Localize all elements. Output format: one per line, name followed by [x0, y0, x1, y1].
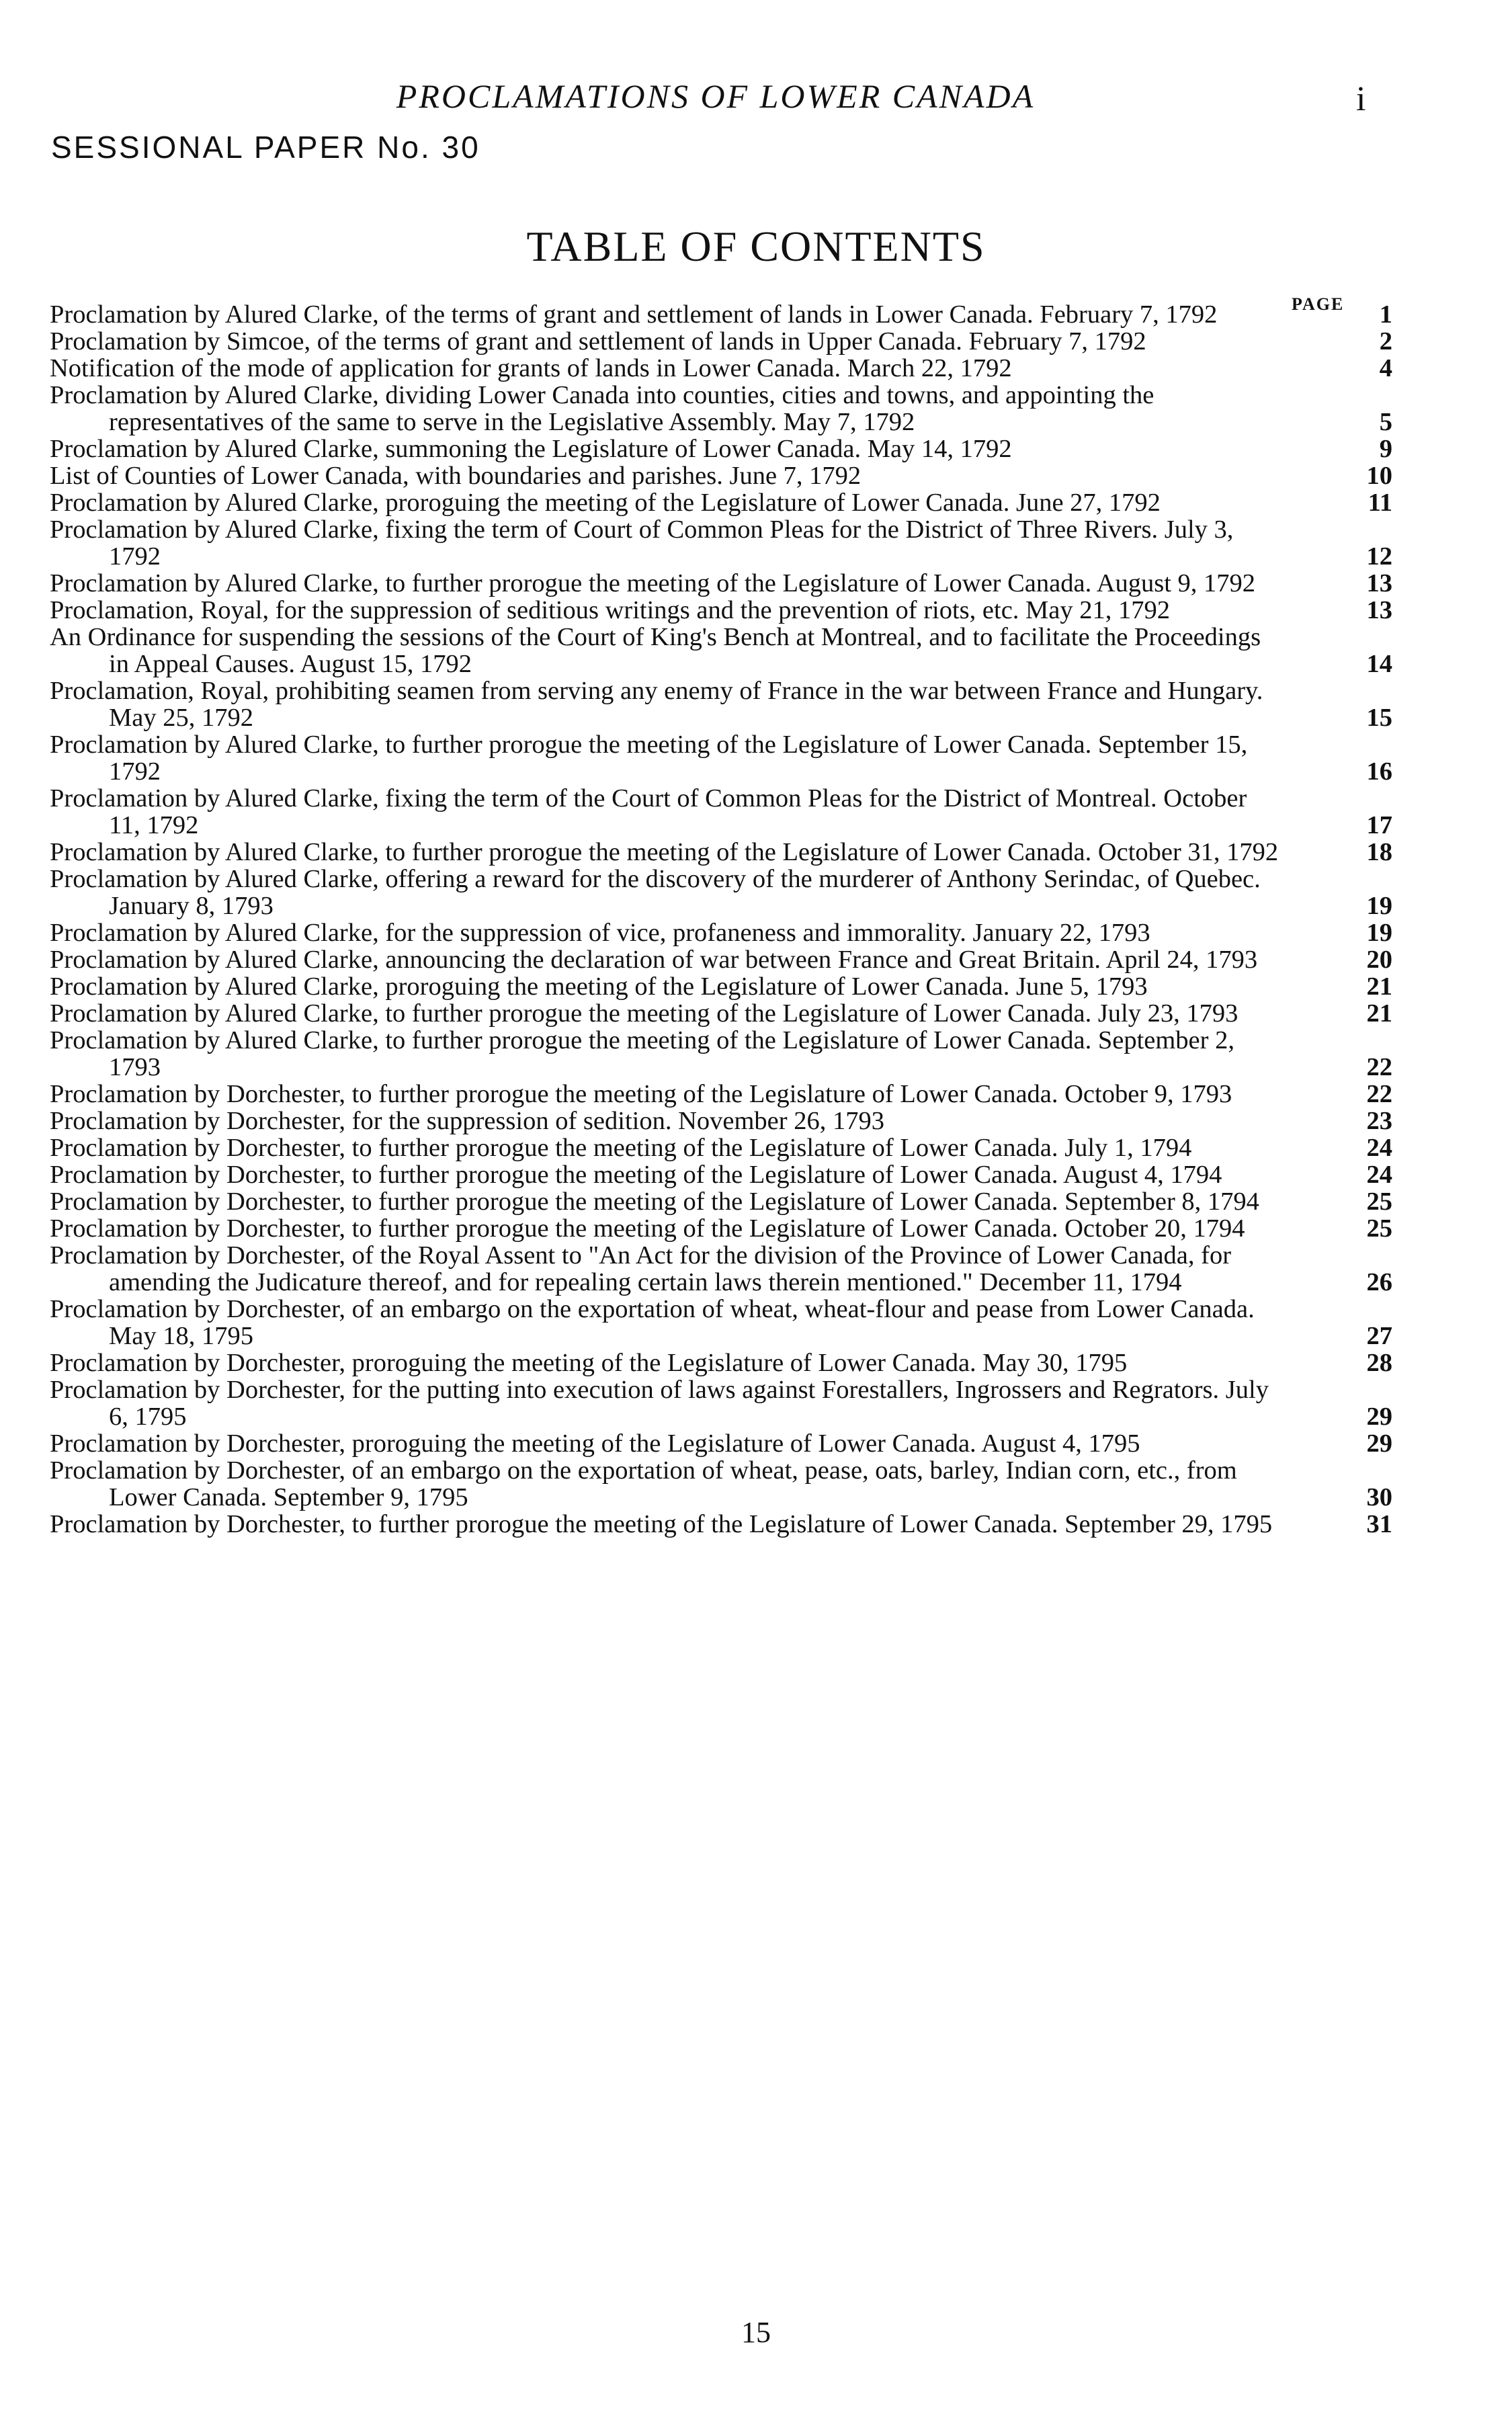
toc-entry-title: Proclamation by Alured Clarke, to further prorogue the meeting of the Legislature of Lower Canada. October 31, 1792	[50, 839, 1279, 866]
toc-entry-text	[50, 731, 1283, 785]
toc-entry-text	[50, 1134, 1283, 1161]
toc-entry-text	[50, 1296, 1283, 1349]
toc-entry-text	[50, 946, 1283, 973]
footer-page-number: 15	[741, 2316, 771, 2349]
toc-entry-title: Proclamation by Dorchester, for the suppression of sedition. November 26, 1793	[50, 1108, 884, 1134]
toc-entry-page: 25	[1366, 1188, 1392, 1216]
toc-entry-text	[50, 597, 1283, 624]
toc-entry-text	[50, 328, 1283, 355]
toc-entry-page: 23	[1366, 1107, 1392, 1135]
toc-entry	[50, 973, 1392, 1000]
toc-entry-title: Proclamation by Dorchester, to further prorogue the meeting of the Legislature of Lower Canada. October 20, 1794	[50, 1215, 1245, 1242]
toc-entry-page: 15	[1366, 704, 1392, 732]
toc-entry-text	[50, 1081, 1283, 1108]
toc-entry	[50, 1242, 1392, 1296]
toc-entry-text	[50, 624, 1283, 677]
toc-entry-title: Proclamation by Alured Clarke, to further prorogue the meeting of the Legislature of Lower Canada. September 15, 1792	[50, 731, 1248, 785]
toc-entry	[50, 1376, 1392, 1430]
toc-entry-text	[50, 1376, 1283, 1430]
toc-entry-title: Proclamation by Alured Clarke, dividing Lower Canada into counties, cities and towns, and appointing the representatives of the same to serve in the Legislative Assembly. May 7, 1792	[50, 382, 1154, 435]
toc-entry-text	[50, 919, 1283, 946]
toc-entry	[50, 785, 1392, 839]
toc-entry	[50, 382, 1392, 435]
toc-entry-text	[50, 1027, 1283, 1081]
toc-entry-page: 28	[1366, 1349, 1392, 1377]
toc-entry-page: 19	[1366, 919, 1392, 947]
toc-entry-text	[50, 1108, 1283, 1134]
toc-entry	[50, 839, 1392, 866]
toc-entry	[50, 516, 1392, 570]
toc-entry-text	[50, 435, 1283, 462]
toc-entry-title: Proclamation by Simcoe, of the terms of grant and settlement of lands in Upper Canada. February 7, 1792	[50, 328, 1146, 355]
toc-entry-text	[50, 1215, 1283, 1242]
toc-entry-title: Proclamation by Dorchester, for the putting into execution of laws against Forestallers, Ingrossers and Regrators. July 6, 1795	[50, 1376, 1269, 1430]
toc-entry-page: 5	[1379, 408, 1392, 436]
toc-entry-title: Proclamation by Dorchester, to further prorogue the meeting of the Legislature of Lower Canada. August 4, 1794	[50, 1161, 1222, 1188]
toc-entry-text	[50, 677, 1283, 731]
toc-entry-title: Proclamation by Alured Clarke, offering a reward for the discovery of the murderer of Anthony Serindac, of Quebec. January 8, 1793	[50, 866, 1261, 919]
toc-entry	[50, 1296, 1392, 1349]
toc-entry-page: 25	[1366, 1214, 1392, 1243]
toc-entry-text	[50, 462, 1283, 489]
toc-entry	[50, 624, 1392, 677]
toc-entry-text	[50, 489, 1283, 516]
toc-entry	[50, 328, 1392, 355]
toc-entry-page: 24	[1366, 1134, 1392, 1162]
toc-entry-title: Proclamation by Alured Clarke, summoning the Legislature of Lower Canada. May 14, 1792	[50, 435, 1012, 462]
toc-entry-text	[50, 570, 1283, 597]
toc-entry-text	[50, 1000, 1283, 1027]
toc-entry	[50, 677, 1392, 731]
toc-entry	[50, 570, 1392, 597]
toc-entry-text	[50, 516, 1283, 570]
toc-entry	[50, 1081, 1392, 1108]
toc-entry-title: Proclamation by Dorchester, to further prorogue the meeting of the Legislature of Lower Canada. July 1, 1794	[50, 1134, 1192, 1161]
toc-entry	[50, 462, 1392, 489]
toc-entry	[50, 355, 1392, 382]
toc-entry-page: 24	[1366, 1161, 1392, 1189]
toc-entry-title: Proclamation by Dorchester, proroguing the meeting of the Legislature of Lower Canada. August 4, 1795	[50, 1430, 1140, 1457]
toc-entry-page: 9	[1379, 435, 1392, 463]
running-title: PROCLAMATIONS OF LOWER CANADA	[396, 77, 1036, 115]
toc-entry-page: 21	[1366, 972, 1392, 1001]
toc-entry-title: Proclamation by Dorchester, of the Royal Assent to "An Act for the division of the Province of Lower Canada, for amending the Judicature thereof, and for repealing certain laws therein mentioned." December 11, 1794	[50, 1242, 1232, 1296]
toc-entry-title: Proclamation by Alured Clarke, fixing the term of Court of Common Pleas for the District of Three Rivers. July 3, 1792	[50, 516, 1234, 570]
toc-entry-page: 22	[1366, 1053, 1392, 1081]
toc-entry-page: 11	[1368, 489, 1392, 517]
toc-entry-title: Proclamation by Alured Clarke, to further prorogue the meeting of the Legislature of Lower Canada. September 2, 1793	[50, 1027, 1234, 1081]
toc-entry	[50, 597, 1392, 624]
toc-entry-page: 10	[1366, 462, 1392, 490]
toc-entry-title: Proclamation, Royal, prohibiting seamen from serving any enemy of France in the war between France and Hungary. May 25, 1792	[50, 677, 1263, 731]
toc-entry	[50, 1134, 1392, 1161]
toc-entry-page: 19	[1366, 892, 1392, 920]
toc-entry-title: Proclamation by Dorchester, to further prorogue the meeting of the Legislature of Lower Canada. October 9, 1793	[50, 1081, 1232, 1108]
toc-entry	[50, 946, 1392, 973]
toc-entry-text	[50, 785, 1283, 839]
toc-entry-text	[50, 1242, 1283, 1296]
toc-entry-text	[50, 839, 1283, 866]
toc-entry	[50, 1511, 1392, 1538]
toc-entry-title: Proclamation by Alured Clarke, to further prorogue the meeting of the Legislature of Lower Canada. July 23, 1793	[50, 1000, 1238, 1027]
toc-entry-page: 2	[1379, 327, 1392, 356]
toc-entry	[50, 1027, 1392, 1081]
toc-entry	[50, 1188, 1392, 1215]
dot-leaders	[109, 1537, 1283, 1538]
toc-entry-text	[50, 301, 1283, 328]
toc-entry-text	[50, 973, 1283, 1000]
toc-entry-title: Notification of the mode of application for grants of lands in Lower Canada. March 22, 1792	[50, 355, 1012, 382]
toc-entry-page: 22	[1366, 1080, 1392, 1108]
toc-entry	[50, 1457, 1392, 1511]
toc-entry-page: 29	[1366, 1429, 1392, 1458]
toc-entry-page: 31	[1366, 1510, 1392, 1538]
toc-entry-page: 18	[1366, 838, 1392, 866]
toc-entry	[50, 1161, 1392, 1188]
toc-entry-title: Proclamation by Alured Clarke, to further prorogue the meeting of the Legislature of Lower Canada. August 9, 1792	[50, 570, 1256, 597]
toc-entry-page: 1	[1379, 300, 1392, 329]
toc-entry-title: Proclamation by Dorchester, of an embargo on the exportation of wheat, wheat-flour and pease from Lower Canada. May 18, 1795	[50, 1296, 1255, 1349]
toc-entry-title: Proclamation, Royal, for the suppression of seditious writings and the prevention of riots, etc. May 21, 1792	[50, 597, 1170, 624]
toc-entry	[50, 301, 1392, 328]
toc-entry	[50, 489, 1392, 516]
toc-entry	[50, 1108, 1392, 1134]
toc-heading: TABLE OF CONTENTS	[526, 222, 986, 270]
toc-entry-page: 13	[1366, 569, 1392, 597]
toc-entry-title: Proclamation by Alured Clarke, of the terms of grant and settlement of lands in Lower Canada. February 7, 1792	[50, 301, 1218, 328]
toc-entry-page: 14	[1366, 650, 1392, 678]
toc-entry-text	[50, 355, 1283, 382]
toc-entry-page: 20	[1366, 946, 1392, 974]
toc-entry-page: 29	[1366, 1403, 1392, 1431]
page-column-label: PAGE	[1292, 294, 1345, 314]
toc-entry-page: 12	[1366, 542, 1392, 571]
toc-entry-title: Proclamation by Alured Clarke, announcing the declaration of war between France and Great Britain. April 24, 1793	[50, 946, 1258, 973]
toc-entry-page: 17	[1366, 811, 1392, 839]
toc-entry-title: Proclamation by Dorchester, to further prorogue the meeting of the Legislature of Lower Canada. September 8, 1794	[50, 1188, 1259, 1215]
toc-entry-page: 21	[1366, 999, 1392, 1028]
toc-entry-title: Proclamation by Alured Clarke, proroguing the meeting of the Legislature of Lower Canada. June 5, 1793	[50, 973, 1148, 1000]
toc-entry-title: Proclamation by Alured Clarke, for the suppression of vice, profaneness and immorality. January 22, 1793	[50, 919, 1150, 946]
toc-entry-text	[50, 1188, 1283, 1215]
toc-entry-page: 30	[1366, 1483, 1392, 1511]
toc-entry-title: Proclamation by Dorchester, to further prorogue the meeting of the Legislature of Lower Canada. September 29, 1795	[50, 1511, 1273, 1538]
toc-entry-text	[50, 866, 1283, 919]
toc-entry-page: 26	[1366, 1268, 1392, 1296]
toc-entry-title: Proclamation by Dorchester, of an embargo on the exportation of wheat, pease, oats, barley, Indian corn, etc., from Lower Canada. September 9, 1795	[50, 1457, 1237, 1511]
toc-entry-page: 16	[1366, 757, 1392, 786]
toc-entry-text	[50, 1457, 1283, 1511]
toc-entry-title: An Ordinance for suspending the sessions of the Court of King's Bench at Montreal, and to facilitate the Proceedings in Appeal Causes. August 15, 1792	[50, 624, 1261, 677]
toc-entry	[50, 919, 1392, 946]
toc-entry-title: Proclamation by Dorchester, proroguing the meeting of the Legislature of Lower Canada. May 30, 1795	[50, 1349, 1128, 1376]
toc-entry-title: Proclamation by Alured Clarke, fixing the term of the Court of Common Pleas for the District of Montreal. October 11, 1792	[50, 785, 1247, 839]
toc-entry-page: 4	[1379, 354, 1392, 382]
toc-entries	[50, 301, 1394, 1538]
toc-entry	[50, 1349, 1392, 1376]
toc-entry-text	[50, 1161, 1283, 1188]
toc-entry	[50, 1000, 1392, 1027]
toc-entry	[50, 1215, 1392, 1242]
toc-entry-page: 13	[1366, 596, 1392, 624]
toc-entry	[50, 866, 1392, 919]
toc-entry	[50, 731, 1392, 785]
toc-entry-title: List of Counties of Lower Canada, with boundaries and parishes. June 7, 1792	[50, 462, 862, 489]
toc-entry-page: 27	[1366, 1322, 1392, 1350]
toc-entry-text	[50, 1349, 1283, 1376]
sessional-paper-label: SESSIONAL PAPER No. 30	[51, 130, 480, 165]
toc-entry-text	[50, 1430, 1283, 1457]
roman-page-number: i	[1356, 80, 1366, 118]
toc-entry	[50, 435, 1392, 462]
toc-entry	[50, 1430, 1392, 1457]
toc-entry-text	[50, 1511, 1283, 1538]
toc-entry-text	[50, 382, 1283, 435]
toc-entry-title: Proclamation by Alured Clarke, proroguing the meeting of the Legislature of Lower Canada. June 27, 1792	[50, 489, 1161, 516]
